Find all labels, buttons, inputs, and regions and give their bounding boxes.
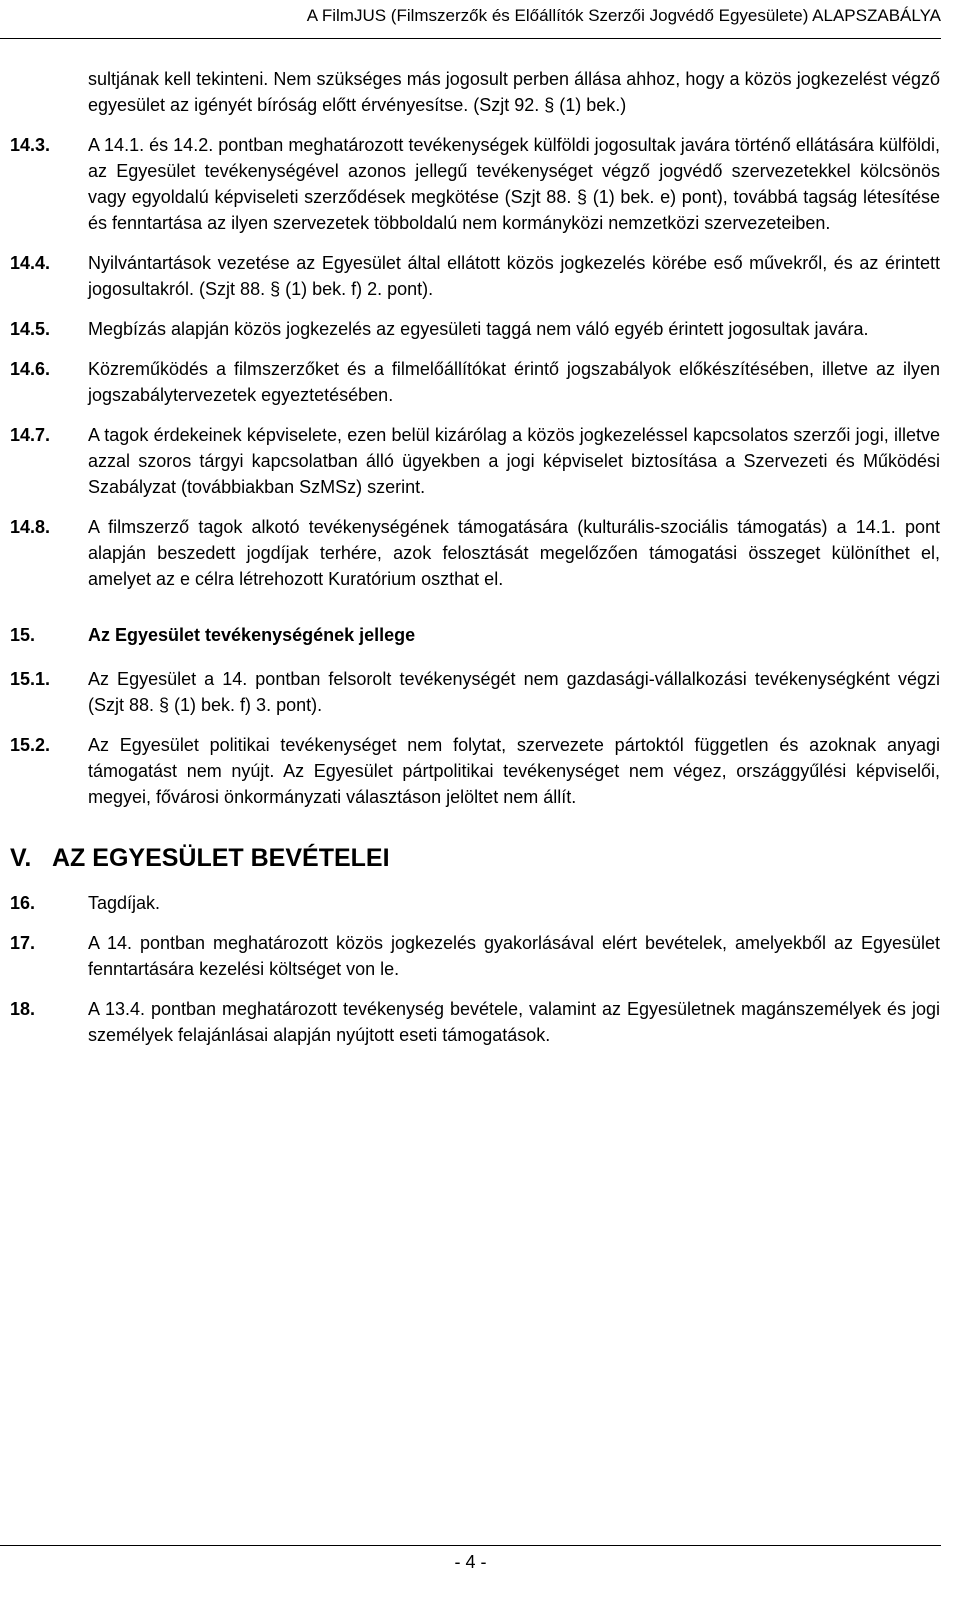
numbered-paragraph xyxy=(10,316,940,342)
paragraph-number: 16. xyxy=(10,893,36,913)
paragraph-text: Az Egyesület politikai tevékenységet nem folytat, szervezete pártoktól független és azoknak anyagi támogatást nem nyújt. Az Egyesület pártpolitikai tevékenységet nem végez, országgyűlési képviselői, megyei, fővárosi önkormányzati választáson jelöltet nem állít. xyxy=(88,735,940,807)
section-15-heading xyxy=(10,622,940,648)
paragraph-number: 15.1. xyxy=(10,669,51,689)
paragraph-text: Nyilvántartások vezetése az Egyesület által ellátott közös jogkezelés körébe eső művekről, és az érintett jogosultakról. (Szjt 88. § (1) bek. f) 2. pont). xyxy=(88,253,940,299)
paragraph-text: A 13.4. pontban meghatározott tevékenység bevétele, valamint az Egyesületnek magánszemélyek és jogi személyek felajánlásai alapján nyújtott eseti támogatások. xyxy=(88,999,940,1045)
paragraph-number: 14.8. xyxy=(10,517,51,537)
section-14-paragraphs xyxy=(10,132,940,592)
paragraph-text: A 14. pontban meghatározott közös jogkezelés gyakorlásával elért bevételek, amelyekből az Egyesület fenntartására kezelési költséget von le. xyxy=(88,933,940,979)
section-15-paragraphs xyxy=(10,666,940,810)
numbered-paragraph xyxy=(10,132,940,236)
intro-paragraph: sultjának kell tekinteni. Nem szükséges más jogosult perben állása ahhoz, hogy a közös jogkezelést végző egyesület az igényét bíróság előtt érvényesítse. (Szjt 92. § (1) bek.) xyxy=(88,69,940,115)
paragraph-number: 14.5. xyxy=(10,319,51,339)
numbered-paragraph xyxy=(10,666,940,718)
paragraph-number: 17. xyxy=(10,933,36,953)
paragraph-number: 14.7. xyxy=(10,425,51,445)
paragraph-number: 14.4. xyxy=(10,253,51,273)
numbered-paragraph xyxy=(10,996,940,1048)
paragraph-text: A filmszerző tagok alkotó tevékenységének támogatására (kulturális-szociális támogatás) a 14.1. pont alapján beszedett jogdíjak terhére, azok felosztását megelőzően támogatási összeget különíthet el, amelyet az e célra létrehozott Kuratórium oszthat el. xyxy=(88,517,940,589)
paragraph-number: 14.6. xyxy=(10,359,51,379)
paragraph-text: Tagdíjak. xyxy=(88,893,161,913)
paragraph-text: A tagok érdekeinek képviselete, ezen belül kizárólag a közös jogkezeléssel kapcsolatos szerzői jogi, illetve azzal szoros tárgyi kapcsolatban álló ügyekben a jogi képviselet biztosítása a Szervezeti és Működési Szabályzat (továbbiakban SzMSz) szerint. xyxy=(88,425,940,497)
paragraph-number: 14.3. xyxy=(10,135,51,155)
numbered-paragraph xyxy=(10,250,940,302)
page-number: - 4 - xyxy=(454,1552,487,1572)
paragraph-text: Az Egyesület a 14. pontban felsorolt tevékenységét nem gazdasági-vállalkozási tevékenységként végzi (Szjt 88. § (1) bek. f) 3. pont). xyxy=(88,669,940,715)
paragraph-text: A 14.1. és 14.2. pontban meghatározott tevékenységek külföldi jogosultak javára történő ellátására külföldi, az Egyesület tevékenységével azonos jellegű tevékenységet végző jogvédő szervezetekkel kölcsönös vagy egyoldalú képviseleti szerződések megkötése (Szjt 88. § (1) bek. e) pont), továbbá tagság létesítése és fenntartása az ilyen szervezetek többoldalú nem kormányközi nemzetközi szervezeteiben. xyxy=(88,135,940,233)
numbered-paragraph xyxy=(10,930,940,982)
chapter-title: AZ EGYESÜLET BEVÉTELEI xyxy=(52,844,390,872)
paragraph-number: 15.2. xyxy=(10,735,51,755)
paragraph-text: Megbízás alapján közös jogkezelés az egyesületi taggá nem váló egyéb érintett jogosultak javára. xyxy=(88,319,869,339)
header-title: A FilmJUS (Filmszerzők és Előállítók Szerzői Jogvédő Egyesülete) ALAPSZABÁLYA xyxy=(306,6,941,25)
paragraph-number: 18. xyxy=(10,999,36,1019)
document-body xyxy=(10,66,940,1062)
numbered-paragraph xyxy=(10,356,940,408)
paragraph-text: Közreműködés a filmszerzőket és a filmelőállítókat érintő jogszabályok előkészítésében, illetve az ilyen jogszabálytervezetek egyeztetésében. xyxy=(88,359,940,405)
numbered-paragraph xyxy=(10,890,940,916)
numbered-paragraph xyxy=(10,422,940,500)
chapter-number: V. xyxy=(10,844,32,872)
chapter-heading xyxy=(10,842,940,874)
section-title: Az Egyesület tevékenységének jellege xyxy=(88,625,416,645)
page-header xyxy=(0,0,941,39)
footer-divider xyxy=(0,1545,941,1546)
income-paragraphs xyxy=(10,890,940,1048)
section-number: 15. xyxy=(10,625,36,645)
numbered-paragraph xyxy=(10,514,940,592)
numbered-paragraph xyxy=(10,732,940,810)
